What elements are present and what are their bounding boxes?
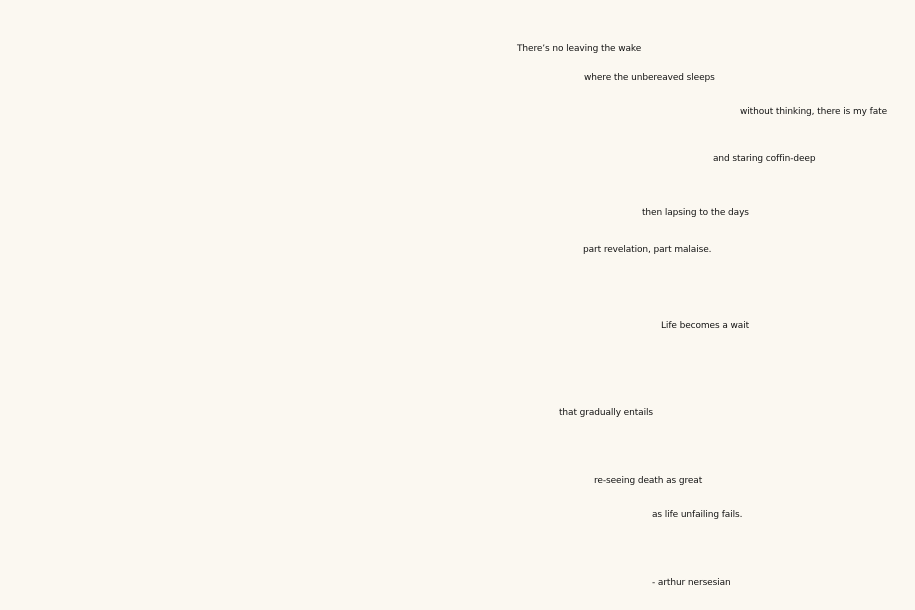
poem-line: Life becomes a wait: [661, 321, 750, 331]
poem-attribution: - arthur nersesian: [652, 578, 731, 588]
poem-line: where the unbereaved sleeps: [584, 73, 715, 83]
poem-line: then lapsing to the days: [642, 208, 749, 218]
poem-line: part revelation, part malaise.: [583, 245, 712, 255]
poem-line: and staring coffin-deep: [713, 154, 816, 164]
poem-line: There’s no leaving the wake: [517, 44, 642, 54]
poem-line: as life unfailing fails.: [652, 510, 743, 520]
poem-line: re-seeing death as great: [594, 476, 703, 486]
poem-line: that gradually entails: [559, 408, 653, 418]
poem-line: without thinking, there is my fate: [740, 107, 888, 117]
